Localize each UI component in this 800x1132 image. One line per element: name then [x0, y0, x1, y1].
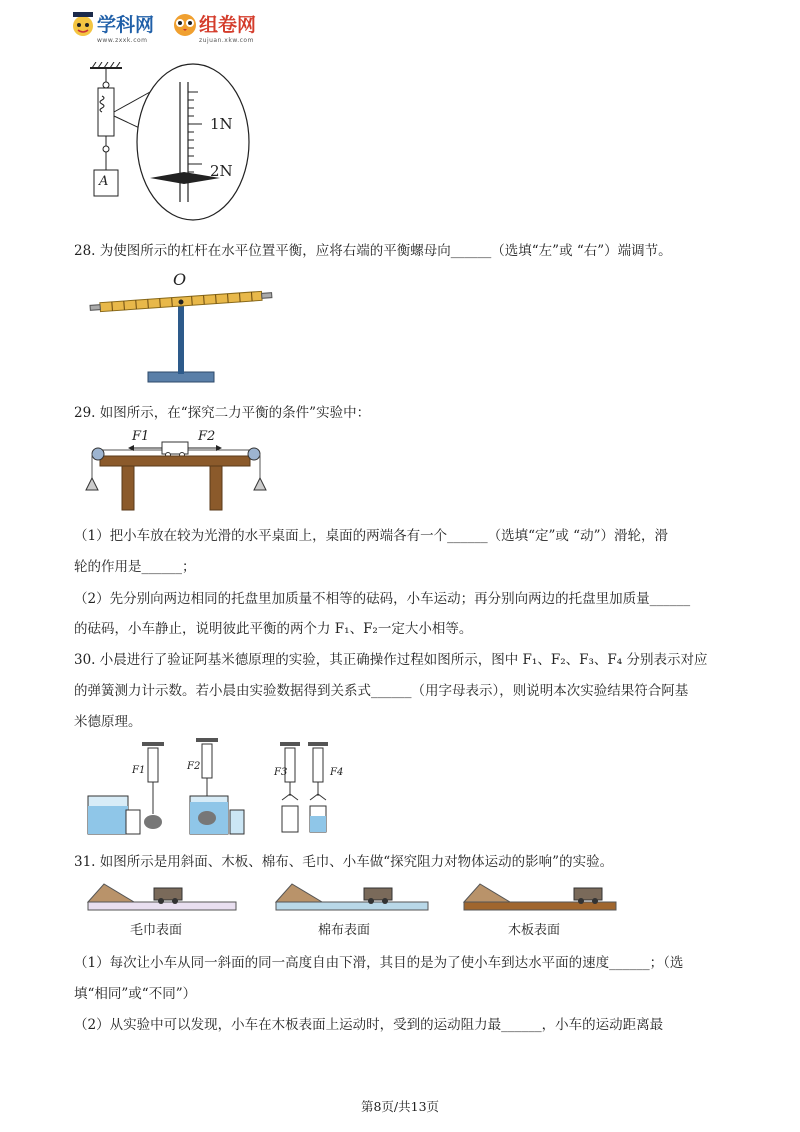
- question-28: 28. 为使图所示的杠杆在水平位置平衡，应将右端的平衡螺母向______（选填“左”或 “右”）端调节。: [74, 243, 672, 259]
- scale-label-2n: 2N: [210, 162, 233, 180]
- q31-text: 31. 如图所示是用斜面、木板、棉布、毛巾、小车做“探究阻力对物体运动的影响”的实验。: [74, 854, 614, 870]
- page-footer: 第8页/共13页: [360, 1099, 440, 1114]
- logo1-sub: www.zxxk.com: [97, 37, 148, 44]
- q30-line1: 30. 小晨进行了验证阿基米德原理的实验，其正确操作过程如图所示，图中 F₁、F₂、F₃、F₄ 分别表示对应: [74, 652, 708, 668]
- question-29: 29. 如图所示，在“探究二力平衡的条件”实验中：: [74, 405, 371, 421]
- two-force-figure: [82, 428, 272, 512]
- scale-label-1n: 1N: [210, 115, 233, 133]
- surface-label-wood: 木板表面: [508, 923, 561, 938]
- surface-label-towel: 毛巾表面: [130, 923, 183, 938]
- pivot-label-o: O: [173, 270, 187, 289]
- surfaces-figure: [86, 880, 626, 916]
- q30-line3: 米德原理。: [74, 714, 142, 730]
- q29-part1-line1: （1）把小车放在较为光滑的水平桌面上，桌面的两端各有一个______（选填“定”或 “动”）滑轮，滑: [74, 528, 668, 544]
- spring-scale-figure: [80, 62, 260, 227]
- weight-label-a: A: [99, 174, 109, 189]
- stage-label-f3: F3: [274, 767, 288, 778]
- q29-part2-line2: 的砝码，小车静止，说明彼此平衡的两个力 F₁、F₂一定大小相等。: [74, 621, 473, 637]
- stage-label-f4: F4: [330, 767, 344, 778]
- force-label-f1: F1: [132, 429, 150, 444]
- q31-part1-line1: （1）每次让小车从同一斜面的同一高度自由下滑，其目的是为了使小车到达水平面的速度______；（选: [74, 955, 684, 971]
- stage-label-f1: F1: [132, 765, 146, 776]
- q29-part1-line2: 轮的作用是______；: [74, 559, 196, 575]
- force-label-f2: F2: [198, 429, 216, 444]
- stage-label-f2: F2: [187, 761, 201, 772]
- archimedes-figure: [86, 738, 346, 838]
- logo2-text: 组卷网: [199, 14, 257, 36]
- logo1-text: 学科网: [97, 14, 155, 36]
- mascot-icon: [70, 10, 96, 38]
- lever-figure: [88, 288, 278, 388]
- q29-part2-line1: （2）先分别向两边相同的托盘里加质量不相等的砝码，小车运动；再分别向两边的托盘里加质量______: [74, 591, 691, 607]
- q31-part2-line1: （2）从实验中可以发现，小车在木板表面上运动时，受到的运动阻力最______，小车的运动距离最: [74, 1017, 664, 1033]
- q30-line2: 的弹簧测力计示数。若小晨由实验数据得到关系式______（用字母表示），则说明本次实验结果符合阿基: [74, 683, 689, 699]
- logo2-sub: zujuan.xkw.com: [199, 37, 254, 44]
- owl-icon: [172, 10, 198, 38]
- q31-part1-line2: 填“相同”或“不同”）: [74, 986, 197, 1002]
- surface-label-cotton: 棉布表面: [318, 923, 371, 938]
